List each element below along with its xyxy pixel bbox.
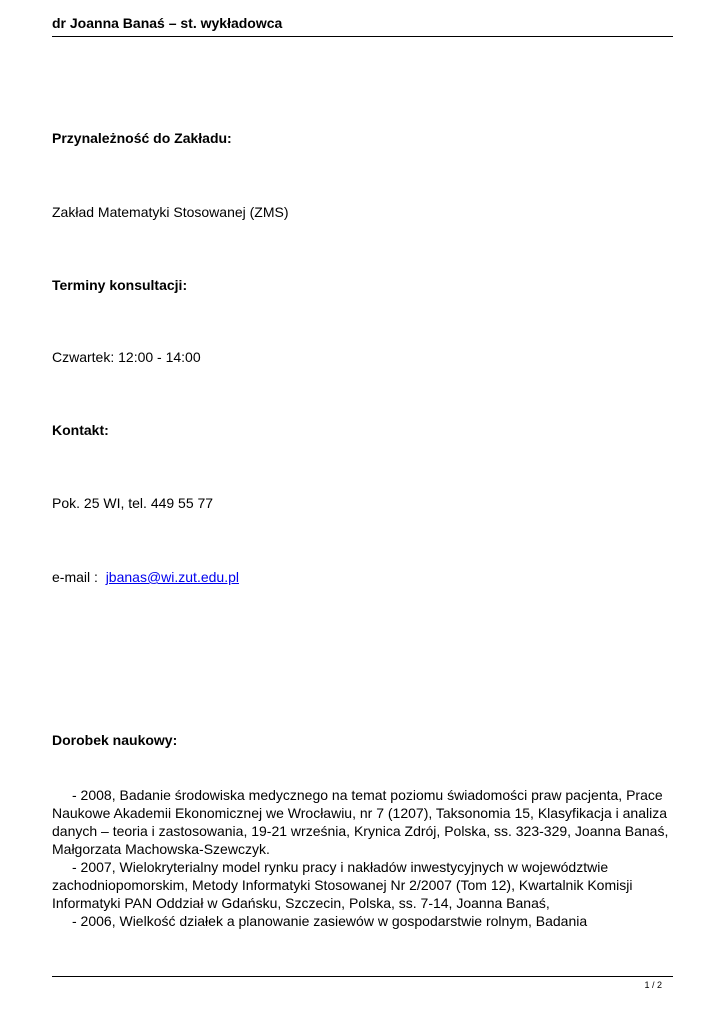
email-link[interactable]: jbanas@wi.zut.edu.pl — [105, 569, 239, 585]
affiliation-heading: Przynależność do Zakładu: — [52, 130, 232, 146]
email-label: e-mail : — [52, 569, 102, 585]
publication-item: - 2007, Wielokryterialny model rynku pracy i nakładów inwestycyjnych w województwie zachodniopomorskim, Metody Informatyki Stosowanej Nr 2/2007 (Tom 12), Kwartalnik Komisji Informatyki PAN Oddział w Gdańsku, Szczecin, Polska, ss. 7-14, Joanna Banaś, — [52, 859, 633, 911]
footer-divider — [52, 976, 673, 977]
publication-item: - 2006, Wielkość działek a planowanie zasiewów w gospodarstwie rolnym, Badania — [72, 913, 588, 929]
affiliation-value: Zakład Matematyki Stosowanej (ZMS) — [52, 204, 289, 220]
publications-heading: Dorobek naukowy: — [52, 732, 178, 748]
header-divider — [52, 36, 673, 37]
publication-item: - 2008, Badanie środowiska medycznego na temat poziomu świadomości praw pacjenta, Prace Naukowe Akademii Ekonomicznej we Wrocławiu, nr 7 (1207), Taksonomia 15, Klasyfikacja i analiza danych – teoria i zastosowania, 19-21 września, Krynica Zdrój, Polska, ss. 323-329, Joanna Banaś, Małgorzata Machowska-Szewczyk. — [52, 787, 669, 857]
contact-office: Pok. 25 WI, tel. 449 55 77 — [52, 495, 214, 511]
contact-heading: Kontakt: — [52, 422, 109, 438]
page-number: 1 / 2 — [644, 980, 662, 990]
contact-email-line — [52, 569, 239, 585]
consultations-heading: Terminy konsultacji: — [52, 277, 188, 293]
page-header-title: dr Joanna Banaś – st. wykładowca — [52, 15, 283, 31]
publication-list — [52, 786, 677, 930]
consultations-value: Czwartek: 12:00 - 14:00 — [52, 349, 201, 365]
